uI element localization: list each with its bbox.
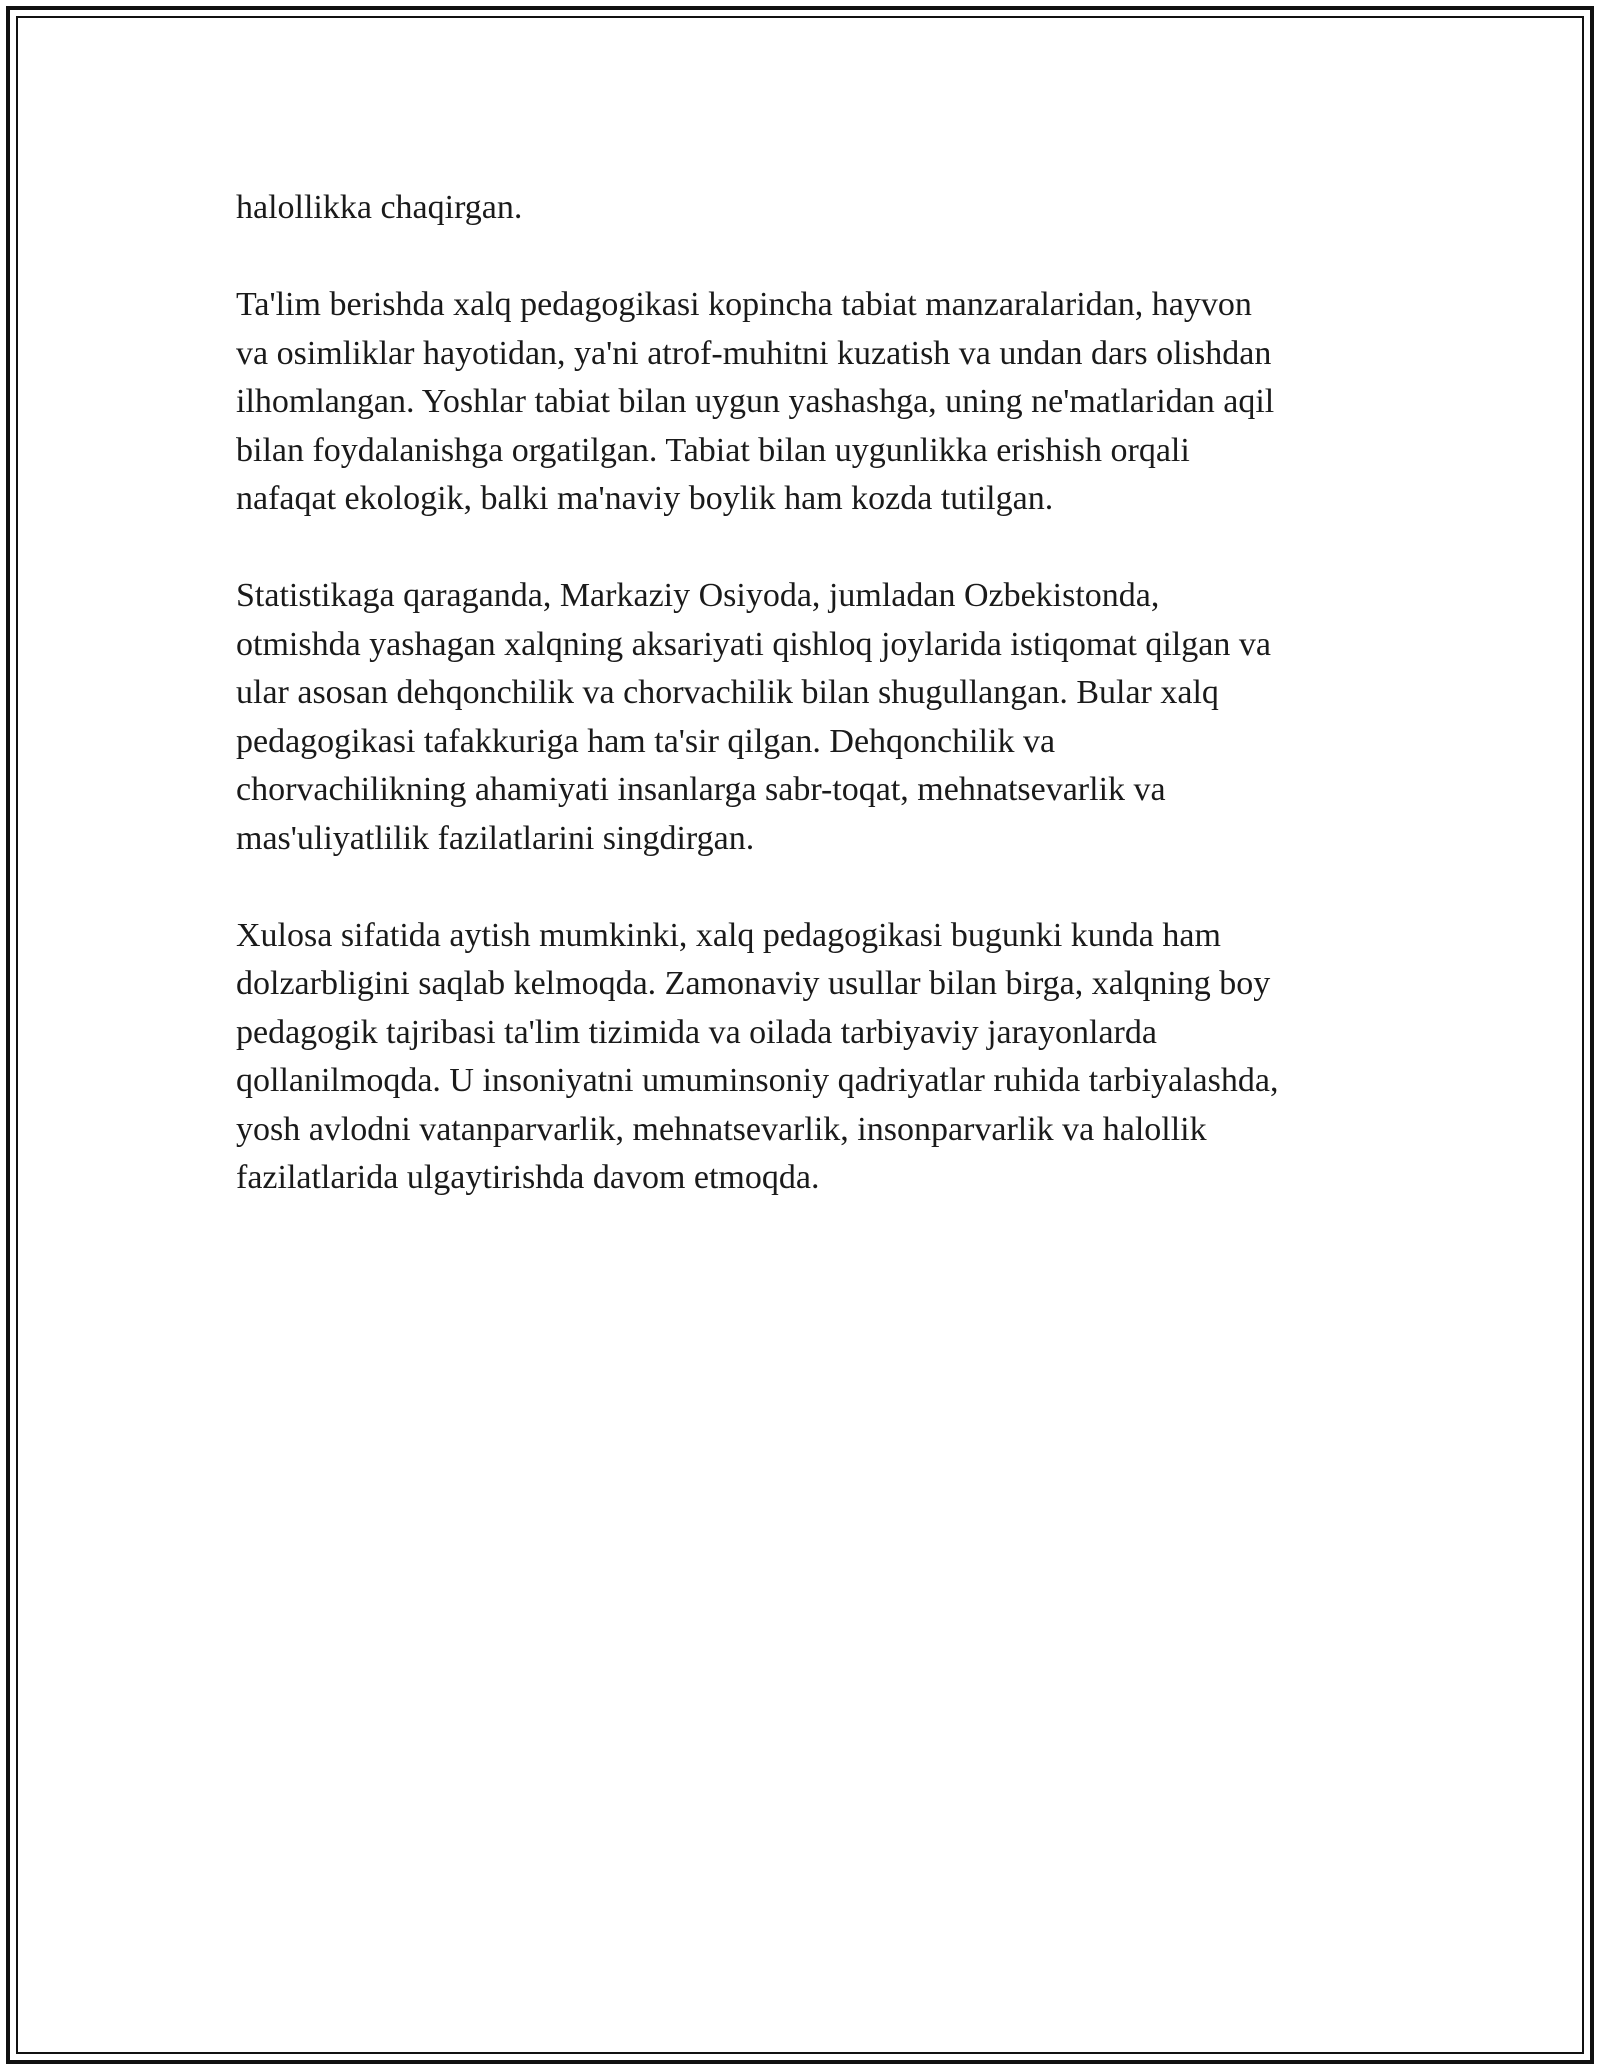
document-body [236, 184, 1376, 1251]
paragraph-line: ilhomlangan. Yoshlar tabiat bilan uygun yashashga, uning ne'matlaridan aqil [236, 383, 1275, 420]
paragraph-line: dolzarbligini saqlab kelmoqda. Zamonaviy usullar bilan birga, xalqning boy [236, 965, 1271, 1002]
paragraph-line: halollikka chaqirgan. [236, 189, 523, 226]
paragraph-line: fazilatlarida ulgaytirishda davom etmoqda. [236, 1159, 820, 1196]
paragraph-line: mas'uliyatlilik fazilatlarini singdirgan. [236, 819, 755, 857]
paragraph-line: otmishda yashagan xalqning aksariyati qishloq joylarida istiqomat qilgan va [236, 625, 1271, 663]
paragraph-line: ular asosan dehqonchilik va chorvachilik bilan shugullangan. Bular xalq [236, 674, 1219, 711]
paragraph-line: Statistikaga qaraganda, Markaziy Osiyoda, jumladan Ozbekistonda, [236, 577, 1160, 614]
paragraph-line: chorvachilikning ahamiyati insanlarga sabr-toqat, mehnatsevarlik va [236, 771, 1166, 808]
paragraph-1 [236, 184, 1376, 233]
paragraph-line: nafaqat ekologik, balki ma'naviy boylik ham kozda tutilgan. [236, 480, 1054, 517]
paragraph-2 [236, 281, 1376, 524]
paragraph-line: Xulosa sifatida aytish mumkinki, xalq pedagogikasi bugunki kunda ham [236, 916, 1221, 954]
paragraph-line: yosh avlodni vatanparvarlik, mehnatsevarlik, insonparvarlik va halollik [236, 1110, 1207, 1148]
paragraph-line: qollanilmoqda. U insoniyatni umuminsoniy qadriyatlar ruhida tarbiyalashda, [236, 1062, 1279, 1099]
paragraph-line: bilan foydalanishga orgatilgan. Tabiat bilan uygunlikka erishish orqali [236, 431, 1190, 469]
paragraph-3 [236, 572, 1376, 863]
paragraph-4 [236, 912, 1376, 1203]
paragraph-line: Ta'lim berishda xalq pedagogikasi kopincha tabiat manzaralaridan, hayvon [236, 286, 1252, 323]
paragraph-line: va osimliklar hayotidan, ya'ni atrof-muhitni kuzatish va undan dars olishdan [236, 334, 1272, 372]
paragraph-line: pedagogikasi tafakkuriga ham ta'sir qilgan. Dehqonchilik va [236, 722, 1056, 760]
paragraph-line: pedagogik tajribasi ta'lim tizimida va oilada tarbiyaviy jarayonlarda [236, 1013, 1157, 1051]
